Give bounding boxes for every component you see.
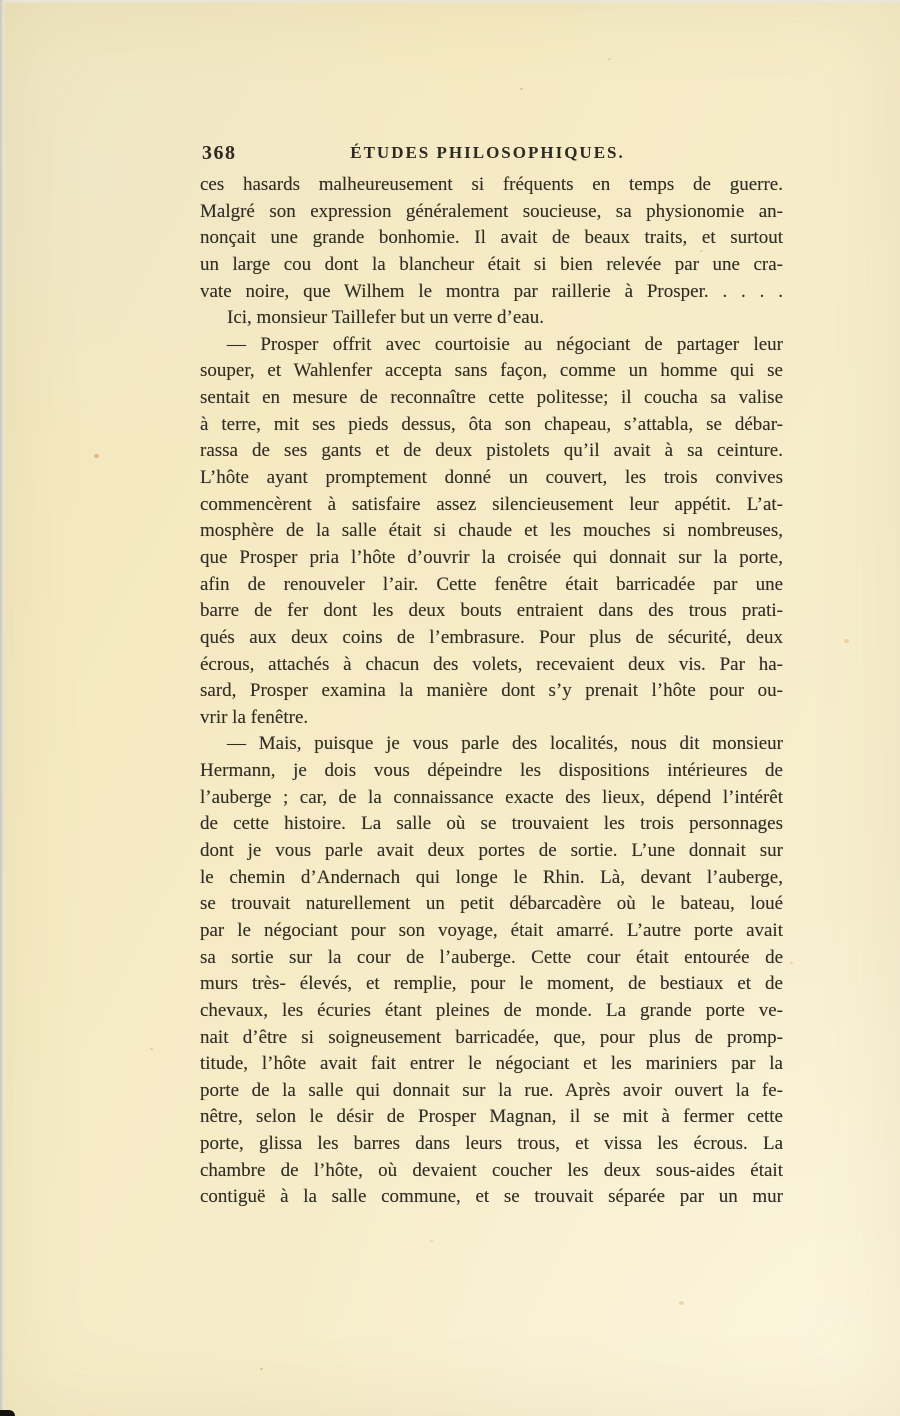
page-number: 368 xyxy=(202,142,237,164)
page-header xyxy=(200,142,783,168)
scan-corner-mark xyxy=(0,1410,15,1416)
text-line: Ici, monsieur Taillefer but un verre d’eau. xyxy=(227,307,544,329)
text-line: dont je vous parle avait deux portes de sortie. L’une donnait sur xyxy=(200,840,783,862)
text-line: contiguë à la salle commune, et se trouvait séparée par un mur xyxy=(200,1186,783,1208)
text-line: se trouvait naturellement un petit débarcadère où le bateau, loué xyxy=(200,893,783,915)
text-line: qués aux deux coins de l’embrasure. Pour plus de sécurité, deux xyxy=(200,626,783,648)
text-line: mosphère de la salle était si chaude et les mouches si nombreuses, xyxy=(200,520,783,542)
text-line: vrir la fenêtre. xyxy=(200,706,309,728)
text-line: vate noire, que Wilhem le montra par raillerie à Prosper. . . . . xyxy=(200,280,783,302)
text-line: L’hôte ayant promptement donné un couvert, les trois convives xyxy=(200,467,783,489)
text-line: sentait en mesure de reconnaître cette politesse; il coucha sa valise xyxy=(200,387,783,409)
text-line: l’auberge ; car, de la connaissance exacte des lieux, dépend l’intérêt xyxy=(200,786,783,808)
text-line: titude, l’hôte avait fait entrer le négociant et les mariniers par la xyxy=(200,1053,783,1075)
text-line: porte, glissa les barres dans leurs trous, et vissa les écrous. La xyxy=(200,1133,783,1155)
text-line: par le négociant pour son voyage, était amarré. L’autre porte avait xyxy=(200,919,783,941)
text-line: ces hasards malheureusement si fréquents en temps de guerre. xyxy=(200,174,783,195)
page-left-edge xyxy=(0,0,6,1416)
text-line: un large cou dont la blancheur était si bien relevée par une cra- xyxy=(200,253,783,275)
text-line: nêtre, selon le désir de Prosper Magnan, il se mit à fermer cette xyxy=(200,1106,783,1128)
text-line: afin de renouveler l’air. Cette fenêtre était barricadée par une xyxy=(200,573,783,595)
text-line: — Mais, puisque je vous parle des localités, nous dit monsieur xyxy=(227,733,783,755)
text-line: murs très- élevés, et remplie, pour le moment, de bestiaux et de xyxy=(200,973,783,995)
page-top-edge xyxy=(0,0,900,4)
text-line: à terre, mit ses pieds dessus, ôta son chapeau, s’attabla, se débar- xyxy=(200,413,783,435)
text-line: que Prosper pria l’hôte d’ouvrir la croisée qui donnait sur la porte, xyxy=(200,546,783,568)
text-line: nait d’être si soigneusement barricadée, que, pour plus de promp- xyxy=(200,1026,783,1048)
text-line: sard, Prosper examina la manière dont s’y prenait l’hôte pour ou- xyxy=(200,680,783,702)
text-line: chevaux, les écuries étant pleines de monde. La grande porte ve- xyxy=(200,999,783,1021)
running-header: ÉTUDES PHILOSOPHIQUES. xyxy=(350,143,625,162)
text-line: chambre de l’hôte, où devaient coucher les deux sous-aides était xyxy=(200,1159,783,1181)
text-line: Hermann, je dois vous dépeindre les dispositions intérieures de xyxy=(200,760,783,782)
text-line: porte de la salle qui donnait sur la rue. Après avoir ouvert la fe- xyxy=(200,1079,783,1101)
text-line: rassa de ses gants et de deux pistolets qu’il avait à sa ceinture. xyxy=(200,440,783,462)
text-line: de cette histoire. La salle où se trouvaient les trois personnages xyxy=(200,813,783,835)
text-line: barre de fer dont les deux bouts entraient dans des trous prati- xyxy=(200,600,783,622)
text-line: commencèrent à satisfaire assez silencieusement leur appétit. L’at- xyxy=(200,493,783,515)
text-line: souper, et Wahlenfer accepta sans façon, comme un homme qui se xyxy=(200,360,783,382)
paper-speckles xyxy=(0,0,3,2)
text-line: Malgré son expression généralement soucieuse, sa physionomie an- xyxy=(200,200,783,222)
text-line: le chemin d’Andernach qui longe le Rhin. Là, devant l’auberge, xyxy=(200,866,783,888)
body-text xyxy=(200,172,783,1211)
text-line: écrous, attachés à chacun des volets, recevaient deux vis. Par ha- xyxy=(200,653,783,675)
text-line: — Prosper offrit avec courtoisie au négociant de partager leur xyxy=(227,333,783,355)
text-line: nonçait une grande bonhomie. Il avait de beaux traits, et surtout xyxy=(200,227,783,249)
text-line: sa sortie sur la cour de l’auberge. Cette cour était entourée de xyxy=(200,946,783,968)
